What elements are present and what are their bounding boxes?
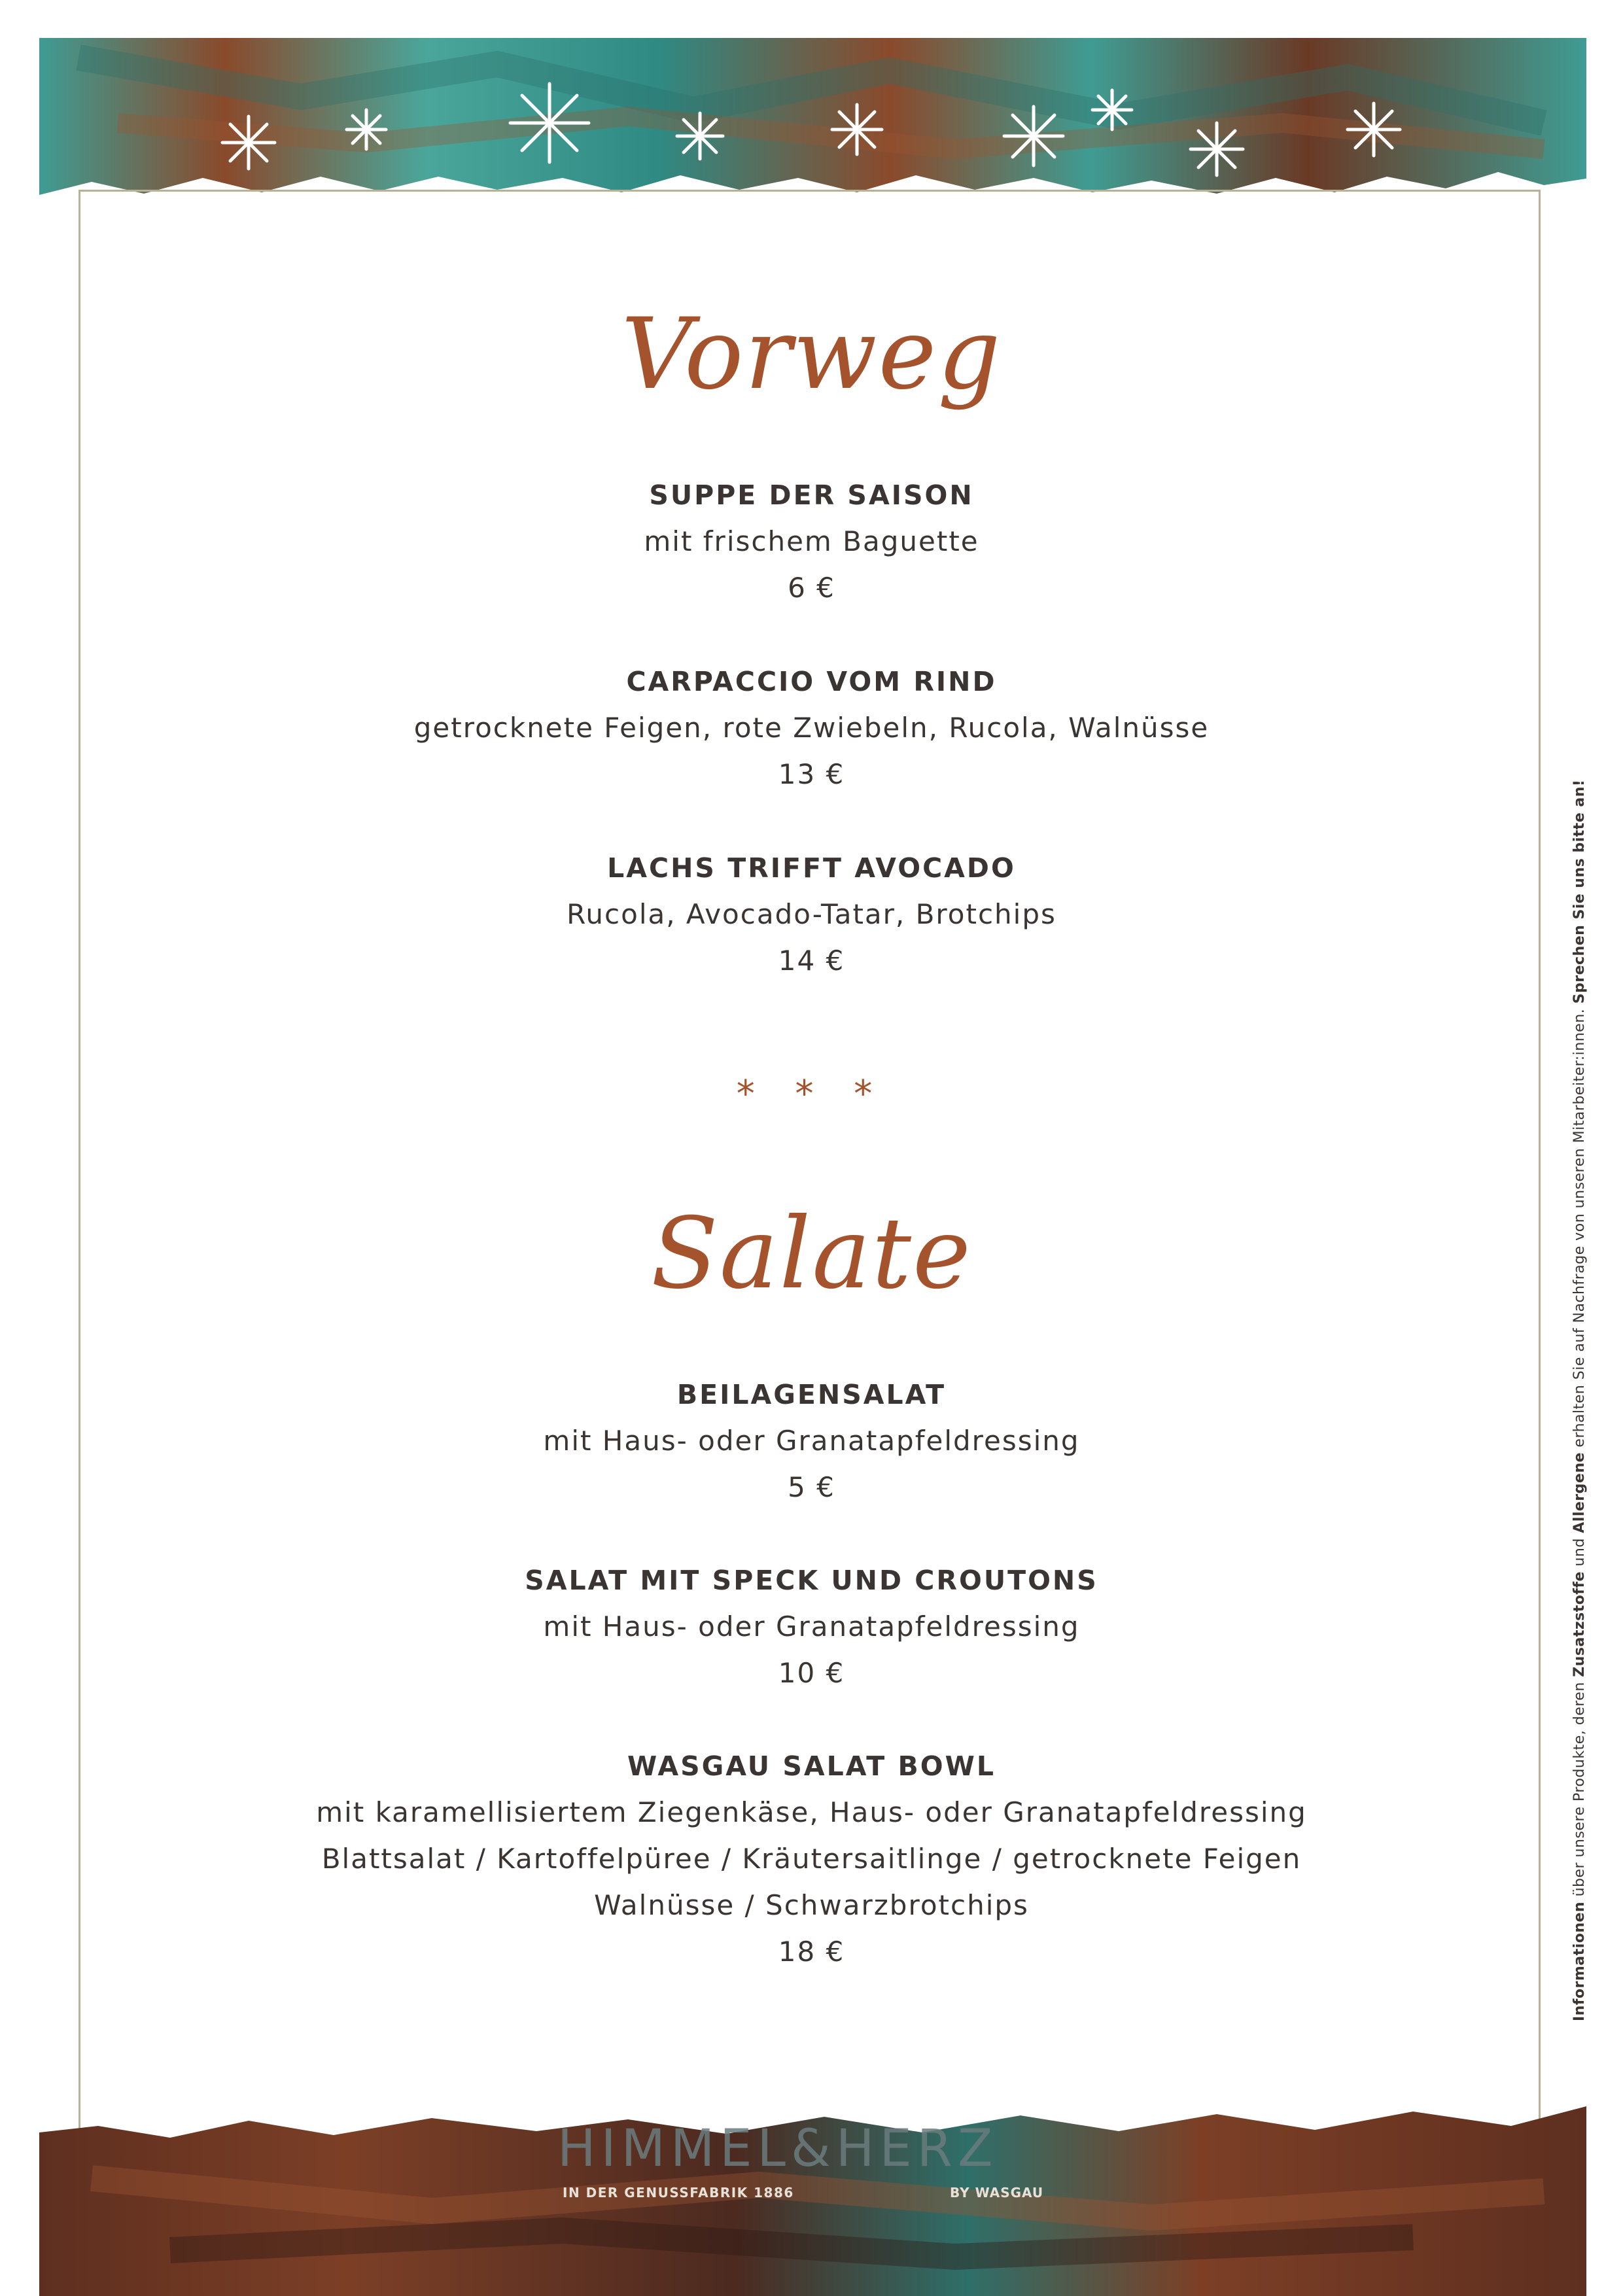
section-title-vorweg: Vorweg bbox=[621, 298, 1002, 411]
menu-item bbox=[0, 1743, 1623, 1975]
item-price: 13 € bbox=[778, 758, 845, 790]
allergen-note bbox=[1571, 780, 1588, 2021]
allergen-note-part: Allergene bbox=[1571, 1452, 1588, 1533]
item-description: mit Haus- oder Granatapfeldressing bbox=[543, 1610, 1080, 1643]
item-name: LACHS TRIFFT AVOCADO bbox=[607, 852, 1016, 884]
item-description: Blattsalat / Kartoffelpüree / Kräutersaitlinge / getrocknete Feigen bbox=[321, 1843, 1302, 1875]
item-price: 18 € bbox=[778, 1936, 845, 1968]
menu-item bbox=[0, 1557, 1623, 1696]
brand-logo-tagline: IN DER GENUSSFABRIK 1886 bbox=[563, 2185, 794, 2200]
brand-logo-wordmark: HIMMEL&HERZ bbox=[557, 2119, 998, 2178]
item-name: SALAT MIT SPECK UND CROUTONS bbox=[525, 1565, 1098, 1596]
menu-item bbox=[0, 1372, 1623, 1510]
item-description: getrocknete Feigen, rote Zwiebeln, Rucola, Walnüsse bbox=[413, 712, 1210, 744]
item-name: BEILAGENSALAT bbox=[676, 1379, 947, 1410]
item-description: mit Haus- oder Granatapfeldressing bbox=[543, 1425, 1080, 1457]
allergen-note-part: Informationen bbox=[1571, 1901, 1588, 2021]
menu-item bbox=[0, 472, 1623, 611]
item-price: 6 € bbox=[788, 572, 835, 604]
item-description: Walnüsse / Schwarzbrotchips bbox=[594, 1889, 1029, 1921]
item-name: WASGAU SALAT BOWL bbox=[627, 1750, 996, 1782]
item-description: mit karamellisiertem Ziegenkäse, Haus- oder Granatapfeldressing bbox=[316, 1796, 1307, 1828]
allergen-note-part: Sprechen Sie uns bitte an! bbox=[1571, 779, 1588, 1004]
menu-item bbox=[0, 845, 1623, 984]
section-title-salate: Salate bbox=[651, 1197, 972, 1311]
item-name: SUPPE DER SAISON bbox=[649, 479, 974, 511]
allergen-note-part: und bbox=[1571, 1533, 1588, 1572]
item-description: Rucola, Avocado-Tatar, Brotchips bbox=[567, 898, 1056, 930]
item-price: 10 € bbox=[778, 1657, 845, 1689]
item-name: CARPACCIO VOM RIND bbox=[626, 666, 997, 697]
section-divider: * * * bbox=[736, 1073, 887, 1115]
item-description: mit frischem Baguette bbox=[644, 525, 979, 557]
menu-item bbox=[0, 659, 1623, 797]
allergen-note-part: erhalten Sie auf Nachfrage von unseren Mitarbeiter:innen. bbox=[1571, 1003, 1588, 1453]
allergen-note-part: über unsere Produkte, deren bbox=[1571, 1677, 1588, 1902]
item-price: 5 € bbox=[788, 1471, 835, 1503]
brand-logo bbox=[557, 2119, 1068, 2204]
item-price: 14 € bbox=[778, 945, 845, 977]
allergen-note-part: Zusatzstoffe bbox=[1571, 1571, 1588, 1677]
brand-logo-by: BY WASGAU bbox=[950, 2185, 1044, 2200]
